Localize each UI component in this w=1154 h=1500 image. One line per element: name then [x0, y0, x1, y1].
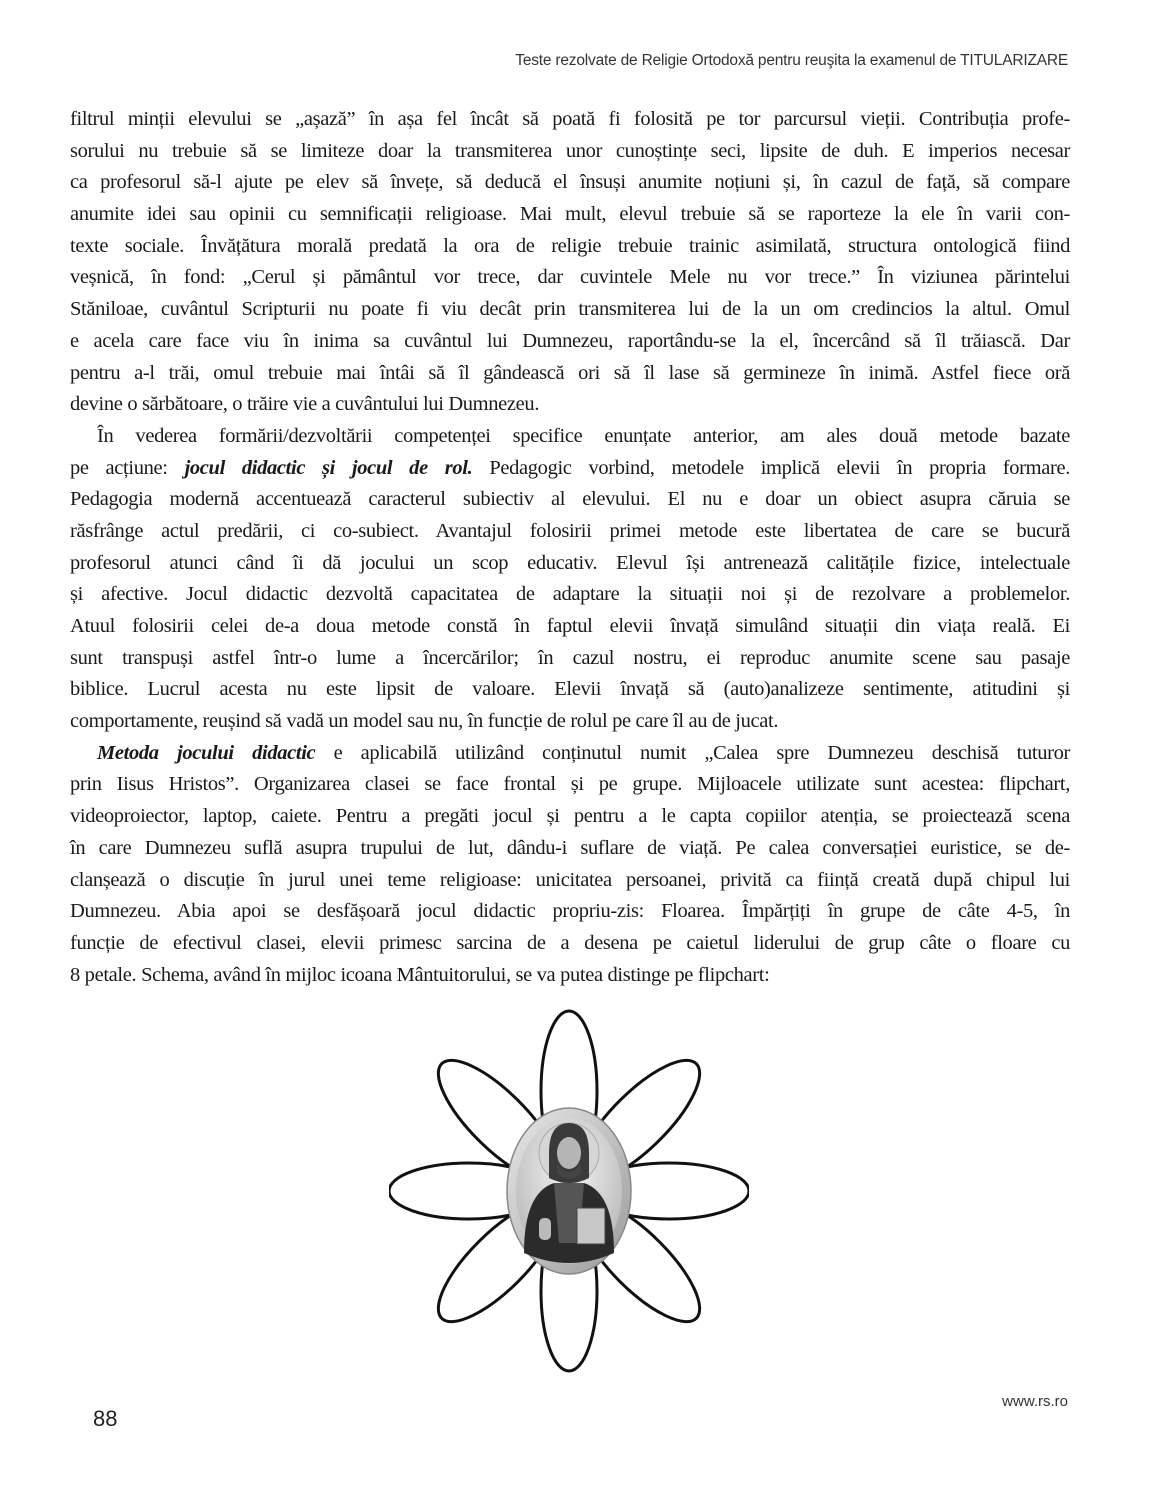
christ-icon: [507, 1108, 631, 1274]
text-line: anumite idei sau opinii cu semnificații religioase. Mai mult, elevul trebuie să se raporteze la ele în varii con-: [70, 203, 1070, 226]
text-span: Pedagogic vorbind, metodele implică elevii în propria formare.: [472, 456, 1071, 479]
paragraph-1: [70, 104, 1070, 421]
text-line: filtrul minții elevului se „așază” în așa fel încât să poată fi folosită pe tor parcursul vieții. Contribuția profe-: [70, 108, 1070, 130]
footer-url: www.rs.ro: [1002, 1393, 1068, 1410]
text-line: răsfrânge actul predării, ci co-subiect. Avantajul folosirii primei metode este libertatea de care se bucură: [70, 519, 1070, 542]
text-line: [70, 738, 1070, 770]
text-line: în care Dumnezeu suflă asupra trupului de lut, dându-i suflare de viață. Pe calea conversației euristice, se de-: [70, 836, 1070, 859]
text-line: pentru a-l trăi, omul trebuie mai întâi să îl gândească ori să îl lase să germineze în inimă. Astfel fiece oră: [70, 361, 1070, 384]
text-line: veșnică, în fond: „Cerul și pământul vor trece, dar cuvintele Mele nu vor trece.” În viziunea părintelui: [70, 266, 1070, 289]
text-line: Pedagogia modernă accentuează caracterul subiectiv al elevului. El nu e doar un obiect asupra căruia se: [70, 488, 1070, 511]
text-line: devine o sărbătoare, o trăire vie a cuvântului lui Dumnezeu.: [70, 393, 540, 416]
text-line: e acela care face viu în inima sa cuvântul lui Dumnezeu, raportându-se la el, încercând să îl trăiască. Dar: [70, 329, 1070, 352]
text-line: Stăniloae, cuvântul Scripturii nu poate fi viu decât prin transmiterea lui de la un om credincios la altul. Omul: [70, 298, 1070, 321]
text-line: Dumnezeu. Abia apoi se desfășoară jocul didactic propriu-zis: Floarea. Împărțiți în grupe de câte 4-5, în: [70, 900, 1070, 923]
text-line: biblice. Lucrul acesta nu este lipsit de valoare. Elevii învață să (auto)analizeze sentimente, atitudini și: [70, 678, 1070, 701]
method-names-emphasis: jocul didactic și jocul de rol.: [184, 456, 473, 479]
body-text: [70, 104, 1070, 991]
text-line: și afective. Jocul didactic dezvoltă capacitatea de adaptare la situații noi și de rezolvare a problemelor.: [70, 583, 1070, 606]
text-span: e aplicabilă utilizând conținutul numit „Calea spre Dumnezeu deschisă tuturor: [315, 741, 1070, 764]
text-line: profesorul atunci când îi dă jocului un scop educativ. Elevul își antrenează calitățile fizice, intelectuale: [70, 551, 1070, 574]
text-line: Atuul folosirii celei de-a doua metode constă în faptul elevii învață simulând situații din viața reală. Ei: [70, 615, 1070, 637]
text-line: În vederea formării/dezvoltării competenței specifice enunțate anterior, am ales două metode bazate: [97, 424, 1070, 447]
text-line: videoproiector, laptop, caiete. Pentru a pregăti jocul și pentru a le capta copiilor atenția, se proiectează scena: [70, 805, 1070, 828]
text-span: pe acțiune:: [70, 456, 185, 479]
running-header: Teste rezolvate de Religie Ortodoxă pentru reuşita la examenul de TITULARIZARE: [515, 52, 1068, 69]
text-line: funcție de efectivul clasei, elevii primesc sarcina de a desena pe caietul liderului de grup câte o floare cu: [70, 931, 1070, 954]
method-title-emphasis: Metoda jocului didactic: [97, 741, 316, 764]
text-line: prin Iisus Hristos”. Organizarea clasei se face frontal și pe grupe. Mijloacele utilizate sunt acestea: flipchart,: [70, 773, 1070, 796]
text-line: clanșează o discuție în jurul unei teme religioase: unicitatea persoanei, privită ca ființă creată după chipul lui: [70, 868, 1070, 891]
paragraph-3: [70, 738, 1070, 992]
flower-diagram: [389, 1003, 749, 1383]
text-line: 8 petale. Schema, având în mijloc icoana Mântuitorului, se va putea distinge pe flipchart:: [70, 963, 770, 986]
text-line: comportamente, reușind să vadă un model sau nu, în funcție de rolul pe care îl au de jucat.: [70, 710, 779, 733]
text-line: sunt transpuși astfel într-o lume a încercărilor; în cazul nostru, ei reproduc anumite scene sau pasaje: [70, 646, 1070, 669]
text-line: ca profesorul să-l ajute pe elev să învețe, să deducă el însuși anumite noțiuni și, în cazul de față, să compare: [70, 171, 1070, 194]
text-line: [70, 453, 1070, 485]
paragraph-2: [70, 421, 1070, 738]
page-number: 88: [93, 1406, 118, 1431]
text-line: sorului nu trebuie să se limiteze doar la transmiterea unor cunoștințe seci, lipsite de duh. E imperios necesar: [70, 139, 1070, 162]
text-line: texte sociale. Învățătura morală predată la ora de religie trebuie trainic asimilată, structura ontologică fiind: [70, 234, 1070, 257]
